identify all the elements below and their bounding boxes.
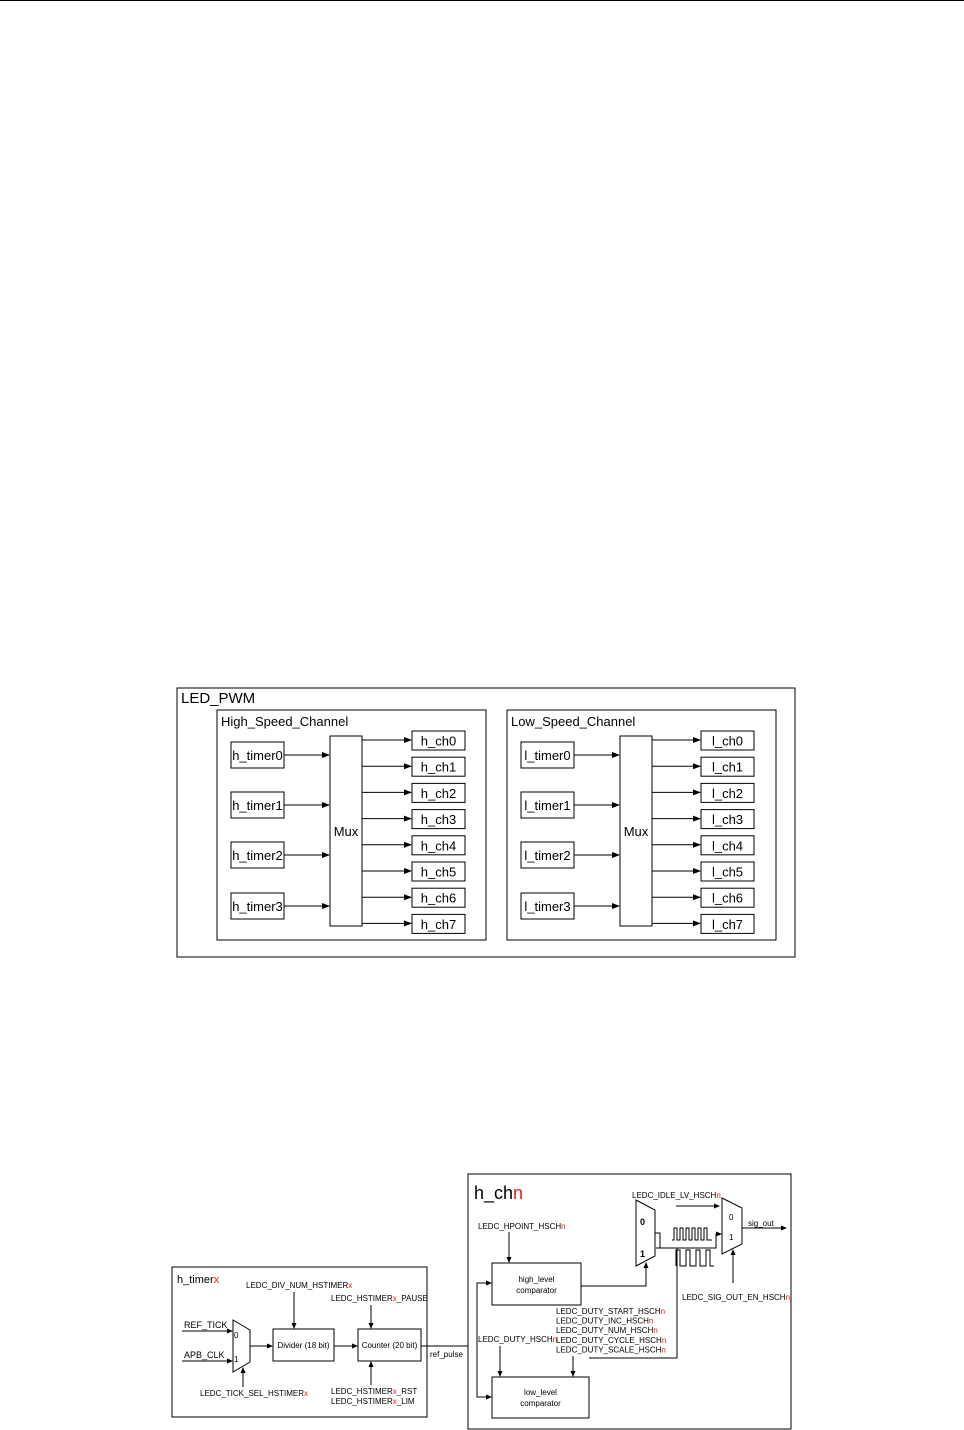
pause-label: LEDC_HSTIMERx_PAUSE — [331, 1294, 428, 1303]
high-channel-label: h_ch6 — [420, 890, 457, 906]
high-timer-label: h_timer1 — [232, 798, 283, 813]
high-timer-label: h_timer2 — [232, 848, 283, 863]
duty-register-label: LEDC_DUTY_SCALE_HSCHn — [556, 1345, 666, 1355]
idle-lv-label: LEDC_IDLE_LV_HSCHn — [632, 1191, 721, 1200]
low-speed-group — [507, 710, 776, 940]
apb-clk-label: APB_CLK — [184, 1350, 225, 1360]
duty-register-label: LEDC_DUTY_START_HSCHn — [556, 1307, 666, 1316]
duty-register-label: LEDC_DUTY_CYCLE_HSCHn — [556, 1335, 667, 1345]
high-channel-label: h_ch3 — [420, 812, 457, 828]
high-level-comparator — [492, 1263, 581, 1305]
divider-label: Divider (18 bit) — [277, 1341, 330, 1350]
high-cmp-line2: comparator — [516, 1286, 557, 1295]
pwm-mux-in0: 0 — [640, 1217, 646, 1227]
div-num-label: LEDC_DIV_NUM_HSTIMERx — [246, 1281, 353, 1290]
low-cmp-line1: low_level — [524, 1388, 557, 1397]
sig-out-en-label: LEDC_SIG_OUT_EN_HSCHn — [682, 1293, 791, 1302]
high-speed-group — [217, 710, 486, 940]
high-channel-label: h_ch2 — [420, 785, 457, 801]
low-cmp-line2: comparator — [520, 1399, 561, 1408]
sig-out-label: sig_out — [748, 1219, 774, 1228]
duty-register-list — [556, 1307, 666, 1354]
high-channel-label: h_ch7 — [420, 916, 457, 932]
low-channel-label: l_ch1 — [711, 759, 744, 775]
high-channel-label: h_ch0 — [420, 733, 457, 749]
led-pwm-diagram — [177, 688, 795, 957]
low-timer-label: l_timer2 — [524, 848, 571, 863]
h-timer-title: h_timerx — [177, 1274, 220, 1286]
idle-output-mux — [722, 1198, 742, 1254]
high-channel-label: h_ch5 — [420, 864, 457, 880]
low-channel-label: l_ch4 — [711, 838, 744, 854]
high-timer-label: h_timer3 — [232, 899, 283, 914]
high-channel-label: h_ch4 — [420, 838, 457, 854]
high-speed-mux-label: Mux — [333, 824, 359, 839]
led-pwm-title: LED_PWM — [181, 690, 256, 707]
idle-mux-in1: 1 — [729, 1233, 734, 1242]
high-speed-title: High_Speed_Channel — [221, 714, 349, 729]
low-channel-label: l_ch7 — [711, 916, 744, 932]
high-cmp-line1: high_level — [518, 1275, 555, 1284]
low-level-comparator — [492, 1377, 589, 1418]
duty-register-label: LEDC_DUTY_NUM_HSCHn — [556, 1326, 658, 1336]
h-ch-title: h_chn — [474, 1183, 524, 1203]
low-channel-label: l_ch0 — [711, 733, 744, 749]
low-timer-label: l_timer3 — [524, 899, 571, 914]
low-speed-title: Low_Speed_Channel — [511, 714, 636, 729]
high-timer-label: h_timer0 — [232, 748, 283, 763]
duty-label: LEDC_DUTY_HSCHn — [478, 1335, 558, 1344]
h-timer-mux-in0: 0 — [234, 1331, 239, 1340]
low-channel-label: l_ch2 — [711, 785, 744, 801]
h-timer-mux-in1: 1 — [234, 1355, 239, 1364]
low-speed-mux-label: Mux — [623, 824, 649, 839]
tick-sel-label: LEDC_TICK_SEL_HSTIMERx — [200, 1389, 309, 1398]
low-channel-label: l_ch3 — [711, 812, 744, 828]
rst-label: LEDC_HSTIMERx_RST — [331, 1387, 418, 1396]
low-channel-label: l_ch6 — [711, 890, 744, 906]
pwm-mux-in1: 1 — [640, 1249, 646, 1259]
idle-mux-in0: 0 — [729, 1213, 734, 1222]
h-timer-diagram — [172, 1267, 477, 1417]
h-ch-diagram — [468, 1174, 791, 1429]
high-channel-label: h_ch1 — [420, 759, 457, 775]
low-timer-label: l_timer0 — [524, 748, 571, 763]
hpoint-label: LEDC_HPOINT_HSCHn — [478, 1222, 566, 1231]
low-channel-label: l_ch5 — [711, 864, 744, 880]
ref-pulse-label: ref_pulse — [430, 1350, 463, 1359]
counter-label: Counter (20 bit) — [361, 1341, 418, 1350]
low-timer-label: l_timer1 — [524, 798, 571, 813]
pwm-output-mux — [636, 1200, 655, 1266]
duty-register-label: LEDC_DUTY_INC_HSCHn — [556, 1316, 654, 1326]
ref-tick-label: REF_TICK — [184, 1320, 228, 1330]
lim-label: LEDC_HSTIMERx_LIM — [331, 1397, 415, 1406]
